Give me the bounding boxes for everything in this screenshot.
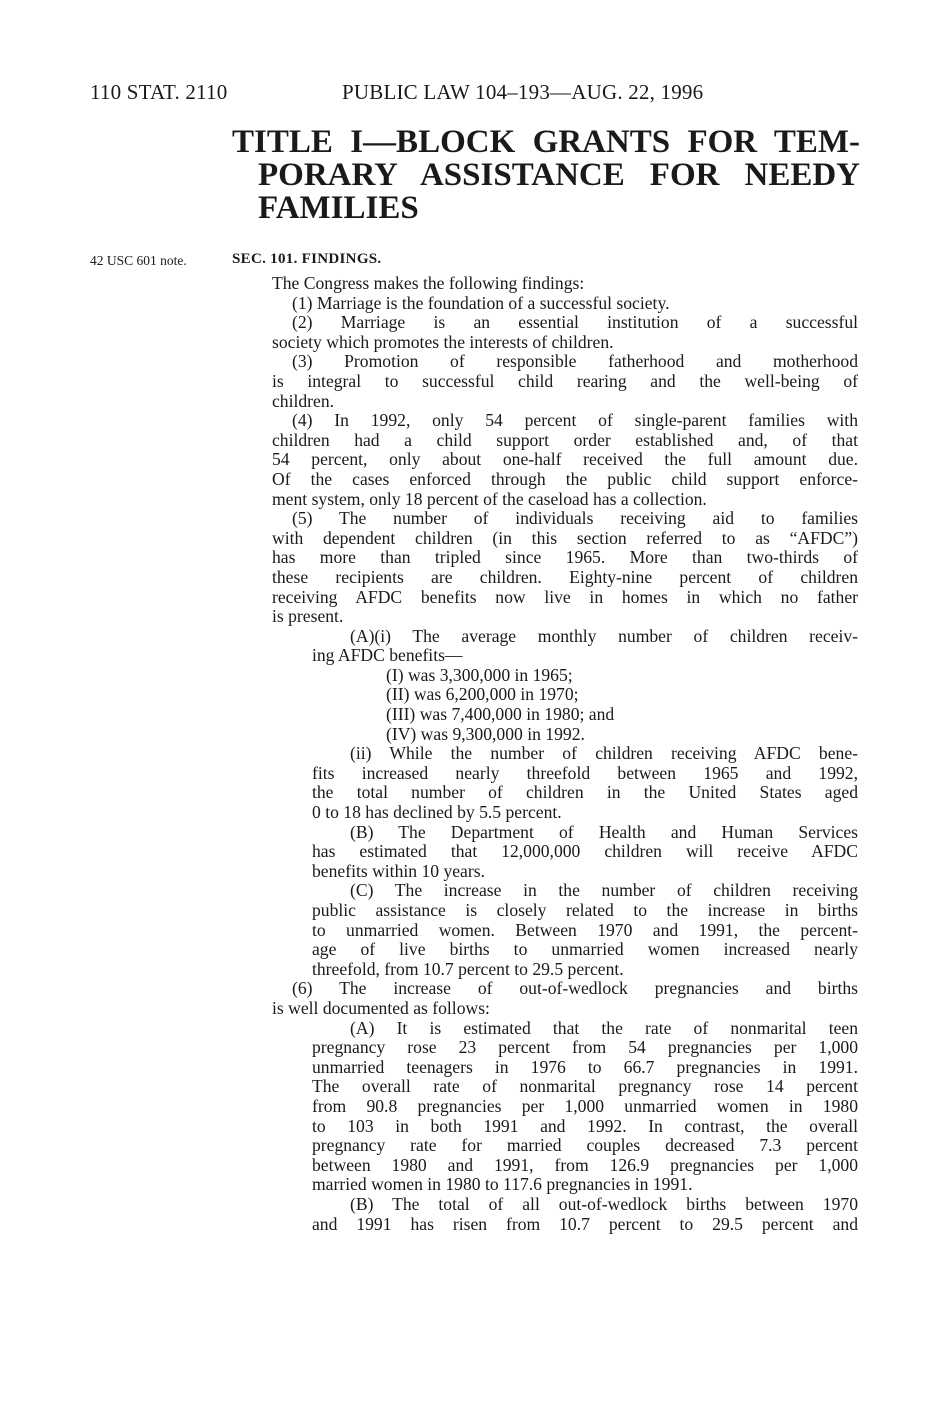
statute-page-reference: 110 STAT. 2110 [90, 80, 228, 104]
text-line: is integral to successful child rearing and the well-being of [272, 370, 858, 391]
finding-paragraph [272, 744, 858, 822]
finding-paragraph [272, 725, 858, 745]
text-line: (ii) While the number of children receiving AFDC bene- [350, 743, 858, 764]
text-line: the total number of children in the United States aged [312, 782, 858, 803]
text-line: unmarried teenagers in 1976 to 66.7 pregnancies in 1991. [312, 1056, 858, 1077]
text-line: (6) The increase of out-of-wedlock pregnancies and births [292, 978, 858, 999]
text-line: benefits within 10 years. [312, 860, 485, 881]
text-line: 54 percent, only about one-half received the full amount due. [272, 449, 858, 470]
finding-paragraph [272, 1195, 858, 1234]
finding-paragraph [272, 627, 858, 666]
margin-note: 42 USC 601 note. [90, 253, 187, 268]
text-line: society which promotes the interests of children. [272, 331, 614, 352]
text-line: ment system, only 18 percent of the caseload has a collection. [272, 488, 707, 509]
text-line: 0 to 18 has declined by 5.5 percent. [312, 802, 562, 823]
text-line: has estimated that 12,000,000 children will receive AFDC [312, 841, 858, 862]
text-line: (B) The total of all out-of-wedlock births between 1970 [350, 1193, 858, 1214]
text-line: between 1980 and 1991, from 126.9 pregnancies per 1,000 [312, 1154, 858, 1175]
text-line: (IV) was 9,300,000 in 1992. [386, 723, 585, 744]
text-line: has more than tripled since 1965. More than two-thirds of [272, 547, 858, 568]
title-line: TITLE I—BLOCK GRANTS FOR TEM- [232, 124, 860, 160]
finding-paragraph [272, 705, 858, 725]
text-line: (4) In 1992, only 54 percent of single-parent families with [292, 410, 858, 431]
finding-paragraph [272, 274, 858, 294]
text-line: The overall rate of nonmarital pregnancy rose 14 percent [312, 1076, 858, 1097]
text-line: fits increased nearly threefold between 1965 and 1992, [312, 762, 858, 783]
text-line: (B) The Department of Health and Human Services [350, 821, 858, 842]
text-line: married women in 1980 to 117.6 pregnancies in 1991. [312, 1174, 693, 1195]
text-line: (A)(i) The average monthly number of children receiv- [350, 625, 858, 646]
finding-paragraph [272, 352, 858, 411]
title-heading [232, 126, 860, 225]
text-line: (C) The increase in the number of children receiving [350, 880, 858, 901]
finding-paragraph [272, 881, 858, 979]
text-line: Of the cases enforced through the public child support enforce- [272, 468, 858, 489]
finding-paragraph [272, 823, 858, 882]
public-law-reference: PUBLIC LAW 104–193—AUG. 22, 1996 [342, 80, 704, 104]
text-line: children had a child support order established and, of that [272, 429, 858, 450]
text-line: (II) was 6,200,000 in 1970; [386, 684, 579, 705]
text-line: is well documented as follows: [272, 997, 490, 1018]
text-line: pregnancy rate for married couples decreased 7.3 percent [312, 1135, 858, 1156]
text-line: with dependent children (in this section referred to as “AFDC”) [272, 527, 858, 548]
text-line: ing AFDC benefits— [312, 645, 463, 666]
text-line: to unmarried women. Between 1970 and 1991, the percent- [312, 919, 858, 940]
text-line: public assistance is closely related to the increase in births [312, 900, 858, 920]
text-line: is present. [272, 606, 344, 627]
text-line: (2) Marriage is an essential institution of a successful [292, 312, 858, 333]
text-line: threefold, from 10.7 percent to 29.5 percent. [312, 958, 624, 979]
finding-paragraph [272, 979, 858, 1018]
text-line: (1) Marriage is the foundation of a successful society. [292, 292, 670, 313]
text-line: and 1991 has risen from 10.7 percent to 29.5 percent and [312, 1213, 858, 1234]
section-heading: SEC. 101. FINDINGS. [232, 251, 382, 267]
finding-paragraph [272, 1019, 858, 1195]
text-line: The Congress makes the following findings: [272, 273, 585, 293]
finding-paragraph [272, 666, 858, 686]
finding-paragraph [272, 685, 858, 705]
finding-paragraph [272, 411, 858, 509]
finding-paragraph [272, 313, 858, 352]
title-line: FAMILIES [258, 190, 419, 226]
text-line: these recipients are children. Eighty-nine percent of children [272, 566, 858, 587]
text-line: (A) It is estimated that the rate of nonmarital teen [350, 1017, 858, 1038]
title-line: PORARY ASSISTANCE FOR NEEDY [258, 157, 860, 193]
text-line: age of live births to unmarried women increased nearly [312, 939, 858, 960]
text-line: children. [272, 390, 335, 411]
text-line: (I) was 3,300,000 in 1965; [386, 664, 573, 685]
text-line: receiving AFDC benefits now live in homes in which no father [272, 586, 858, 607]
finding-paragraph [272, 509, 858, 627]
findings-body [272, 274, 858, 1234]
text-line: (III) was 7,400,000 in 1980; and [386, 704, 615, 725]
text-line: (5) The number of individuals receiving aid to families [292, 508, 858, 529]
text-line: from 90.8 pregnancies per 1,000 unmarried women in 1980 [312, 1095, 858, 1116]
text-line: to 103 in both 1991 and 1992. In contrast, the overall [312, 1115, 858, 1136]
text-line: pregnancy rose 23 percent from 54 pregnancies per 1,000 [312, 1037, 858, 1058]
text-line: (3) Promotion of responsible fatherhood and motherhood [292, 351, 858, 372]
finding-paragraph [272, 294, 858, 314]
